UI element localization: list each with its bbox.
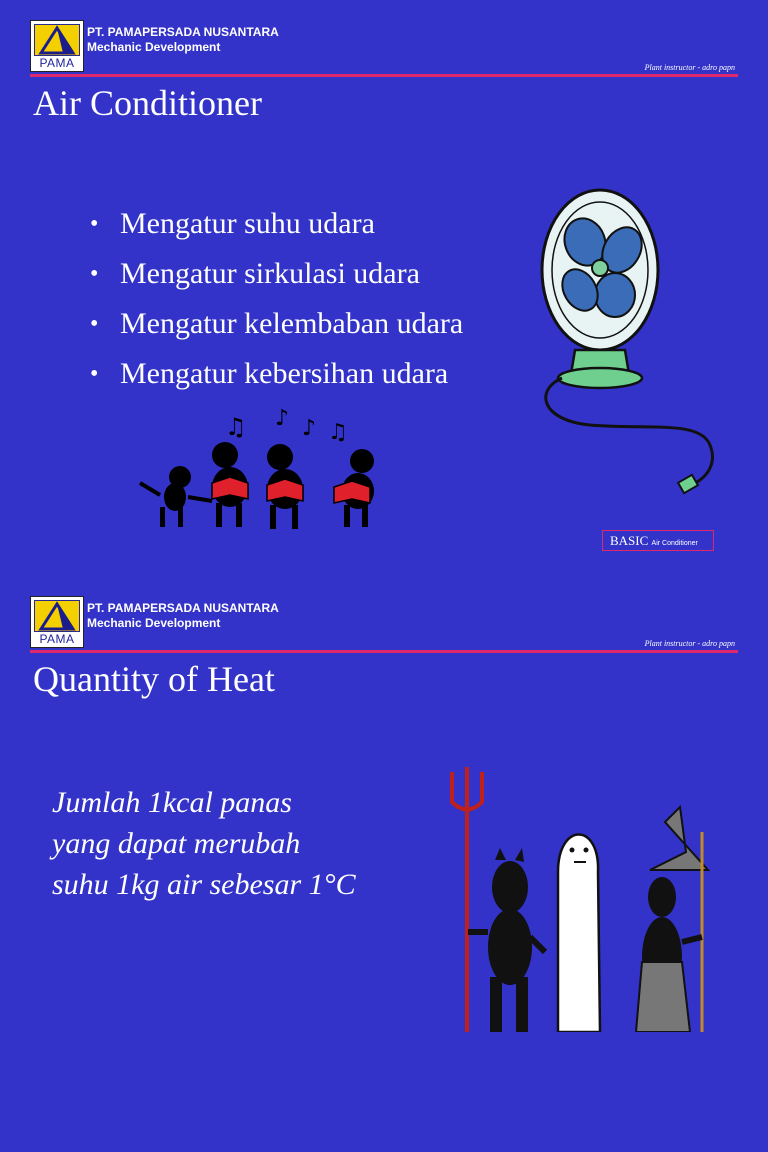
badge-small: Air Conditioner: [651, 540, 698, 547]
header-divider: [30, 650, 738, 653]
pama-logo: [30, 20, 84, 72]
bullet-item: • Mengatur kebersihan udara: [90, 357, 449, 390]
logo-emblem: [34, 24, 80, 56]
svg-text:♫: ♫: [225, 413, 247, 441]
company-name: PT. PAMAPERSADA NUSANTARA: [87, 25, 279, 39]
singing-figures-illustration: [130, 405, 390, 535]
bullet-item: • Mengatur suhu udara: [90, 207, 375, 240]
basic-badge: [602, 530, 714, 551]
svg-text:♪: ♪: [302, 416, 317, 441]
instructor-caption: Plant instructor - adro papn: [644, 63, 735, 72]
logo-emblem: [34, 600, 80, 632]
department-name: Mechanic Development: [87, 40, 221, 54]
bullet-list: [90, 203, 463, 403]
definition-paragraph: [52, 782, 356, 905]
pama-logo: [30, 596, 84, 648]
department-name: Mechanic Development: [87, 616, 221, 630]
devil-ghost-witch-illustration: [440, 762, 740, 1032]
company-name: PT. PAMAPERSADA NUSANTARA: [87, 601, 279, 615]
bullet-item: • Mengatur kelembaban udara: [90, 307, 464, 340]
paragraph-line: suhu 1kg air sebesar 1°C: [52, 868, 356, 901]
fan-illustration: [530, 180, 730, 510]
slide-title: Quantity of Heat: [33, 659, 275, 699]
logo-text: PAMA: [39, 56, 75, 70]
slide-quantity-of-heat: [0, 576, 768, 1152]
logo-text: PAMA: [39, 632, 75, 646]
header-divider: [30, 74, 738, 77]
bullet-item: • Mengatur sirkulasi udara: [90, 257, 420, 290]
company-header: [87, 601, 279, 631]
paragraph-line: yang dapat merubah: [52, 827, 301, 860]
svg-text:♪: ♪: [275, 406, 290, 431]
company-header: [87, 25, 279, 55]
slide-title: Air Conditioner: [33, 83, 262, 123]
paragraph-line: Jumlah 1kcal panas: [52, 786, 292, 819]
instructor-caption: Plant instructor - adro papn: [644, 639, 735, 648]
svg-text:♫: ♫: [328, 420, 348, 445]
badge-main: BASIC: [610, 533, 649, 548]
